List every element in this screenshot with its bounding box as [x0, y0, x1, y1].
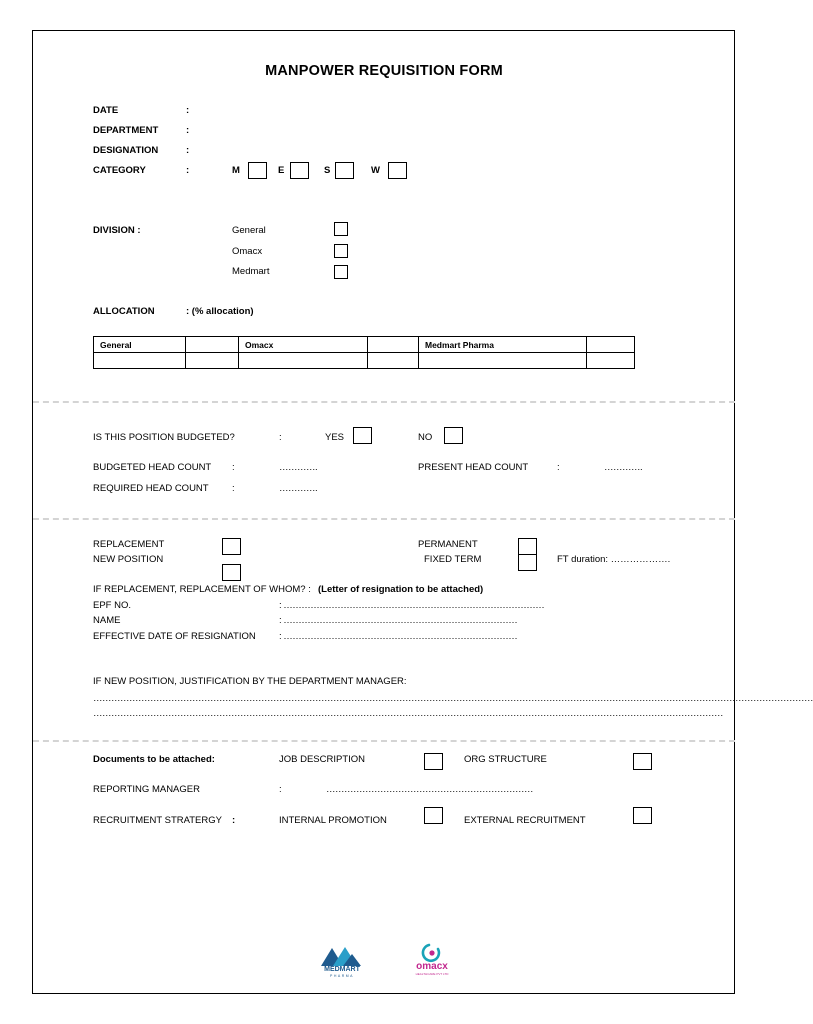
division-label: DIVISION : [93, 225, 141, 236]
required-head-count-label: REQUIRED HEAD COUNT [93, 483, 209, 494]
allocation-cell[interactable] [419, 353, 587, 369]
division-general-checkbox[interactable] [334, 222, 348, 236]
division-general-label: General [232, 225, 266, 236]
medmart-logo-sub: PHARMA [330, 974, 354, 978]
yes-checkbox[interactable] [353, 427, 372, 444]
allocation-cell[interactable] [368, 353, 419, 369]
present-head-count-colon: : [557, 462, 560, 473]
designation-label: DESIGNATION [93, 145, 159, 156]
category-e-label: E [278, 165, 285, 176]
designation-colon: : [186, 145, 190, 156]
allocation-header-row [94, 337, 635, 353]
category-w-checkbox[interactable] [388, 162, 407, 179]
category-s-checkbox[interactable] [335, 162, 354, 179]
form-title: MANPOWER REQUISITION FORM [265, 63, 503, 79]
omacx-logo-name: omacx [416, 961, 448, 972]
allocation-cell[interactable] [587, 353, 635, 369]
reporting-manager-field[interactable]: …………………………………………………………… [326, 784, 533, 795]
replacement-whom-note: (Letter of resignation to be attached) [318, 584, 484, 595]
justification-line-1[interactable]: …………………………………………………………………………………………………………………………………………………………………………………………………………………… [93, 693, 813, 704]
required-head-count-field[interactable]: …………. [279, 483, 318, 494]
name-field[interactable]: : …………………………………………………………………… [279, 615, 518, 626]
documents-label: Documents to be attached: [93, 754, 215, 765]
allocation-omacx-value[interactable] [368, 337, 419, 353]
budgeted-colon: : [279, 432, 282, 443]
allocation-cell[interactable] [94, 353, 186, 369]
date-colon: : [186, 105, 190, 116]
section-separator [33, 401, 735, 403]
present-head-count-field[interactable]: …………. [604, 462, 643, 473]
epf-label: EPF NO. [93, 600, 132, 611]
allocation-general-header: General [94, 337, 186, 353]
allocation-input-row [94, 353, 635, 369]
internal-promotion-checkbox[interactable] [424, 807, 443, 824]
omacx-logo-sub: HEALTHCARE PVT LTD [415, 972, 449, 976]
required-head-count-colon: : [232, 483, 235, 494]
justification-label: IF NEW POSITION, JUSTIFICATION BY THE DEPARTMENT MANAGER: [93, 676, 407, 687]
date-label: DATE [93, 105, 119, 116]
category-e-checkbox[interactable] [290, 162, 309, 179]
category-label: CATEGORY [93, 165, 146, 176]
permanent-checkbox[interactable] [518, 538, 537, 555]
medmart-mountain-icon [316, 944, 368, 968]
new-position-checkbox[interactable] [222, 564, 241, 581]
fixed-term-label: FIXED TERM [424, 554, 482, 565]
division-medmart-checkbox[interactable] [334, 265, 348, 279]
replacement-whom-label: IF REPLACEMENT, REPLACEMENT OF WHOM? : [93, 584, 311, 595]
replacement-checkbox[interactable] [222, 538, 241, 555]
allocation-omacx-header: Omacx [239, 337, 368, 353]
omacx-logo [407, 942, 457, 978]
allocation-medmart-header: Medmart Pharma [419, 337, 587, 353]
recruitment-strategy-label: RECRUITMENT STRATERGY [93, 815, 222, 826]
medmart-logo [316, 944, 368, 980]
internal-promotion-label: INTERNAL PROMOTION [279, 815, 387, 826]
no-checkbox[interactable] [444, 427, 463, 444]
effective-date-label: EFFECTIVE DATE OF RESIGNATION [93, 631, 256, 642]
budgeted-head-count-colon: : [232, 462, 235, 473]
section-separator [33, 518, 735, 520]
present-head-count-label: PRESENT HEAD COUNT [418, 462, 529, 473]
no-label: NO [418, 432, 433, 443]
job-description-checkbox[interactable] [424, 753, 443, 770]
allocation-table [93, 336, 635, 369]
category-w-label: W [371, 165, 380, 176]
budgeted-head-count-label: BUDGETED HEAD COUNT [93, 462, 212, 473]
job-description-label: JOB DESCRIPTION [279, 754, 366, 765]
recruitment-strategy-colon: : [232, 815, 236, 826]
allocation-medmart-value[interactable] [587, 337, 635, 353]
fixed-term-checkbox[interactable] [518, 554, 537, 571]
category-s-label: S [324, 165, 331, 176]
allocation-label: ALLOCATION [93, 306, 155, 317]
name-label: NAME [93, 615, 121, 626]
new-position-label: NEW POSITION [93, 554, 164, 565]
division-omacx-label: Omacx [232, 246, 263, 257]
epf-field[interactable]: : …………………………………………………………………………… [279, 600, 545, 611]
allocation-note: : (% allocation) [186, 306, 254, 317]
category-m-label: M [232, 165, 240, 176]
yes-label: YES [325, 432, 345, 443]
category-m-checkbox[interactable] [248, 162, 267, 179]
org-structure-label: ORG STRUCTURE [464, 754, 547, 765]
external-recruitment-label: EXTERNAL RECRUITMENT [464, 815, 586, 826]
justification-line-2[interactable]: ………………………………………………………………………………………………………………………………………………………………………………………… [93, 708, 723, 719]
allocation-cell[interactable] [186, 353, 239, 369]
permanent-label: PERMANENT [418, 539, 478, 550]
org-structure-checkbox[interactable] [633, 753, 652, 770]
budgeted-head-count-field[interactable]: …………. [279, 462, 318, 473]
division-omacx-checkbox[interactable] [334, 244, 348, 258]
external-recruitment-checkbox[interactable] [633, 807, 652, 824]
division-medmart-label: Medmart [232, 266, 270, 277]
reporting-manager-label: REPORTING MANAGER [93, 784, 200, 795]
replacement-label: REPLACEMENT [93, 539, 165, 550]
reporting-manager-colon: : [279, 784, 282, 795]
medmart-logo-name: MEDMART [324, 966, 360, 973]
category-colon: : [186, 165, 190, 176]
allocation-general-value[interactable] [186, 337, 239, 353]
allocation-cell[interactable] [239, 353, 368, 369]
section-separator [33, 740, 735, 742]
department-label: DEPARTMENT [93, 125, 159, 136]
effective-date-field[interactable]: : …………………………………………………………………… [279, 631, 518, 642]
department-colon: : [186, 125, 190, 136]
ft-duration-field[interactable]: FT duration: ………………. [557, 554, 671, 565]
budgeted-question: IS THIS POSITION BUDGETED? [93, 432, 235, 443]
